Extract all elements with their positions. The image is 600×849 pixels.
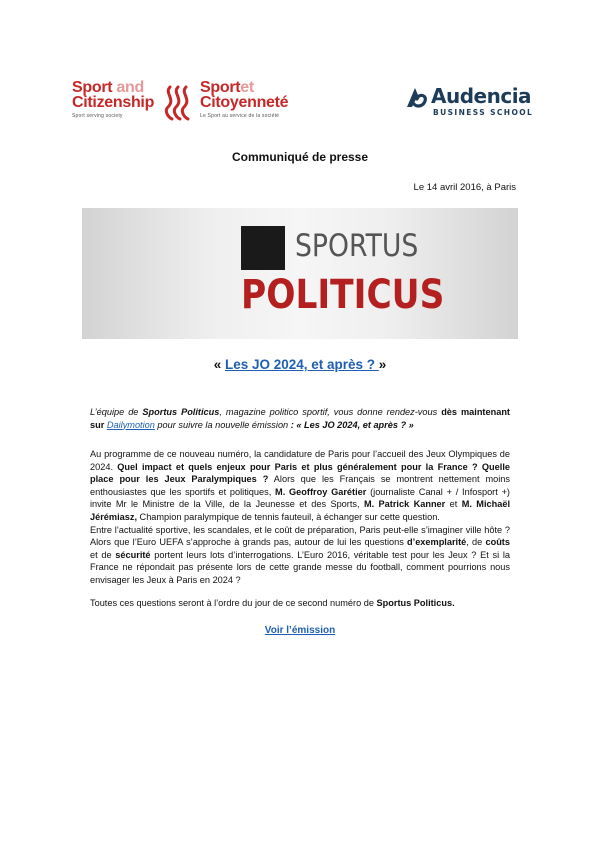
sport-citizenship-logo — [72, 80, 290, 128]
episode-quote-open: « — [213, 357, 225, 372]
episode-quote-close: » — [378, 357, 387, 372]
banner-politicus: POLITICUS — [241, 272, 445, 318]
closing-line: Toutes ces questions seront à l’ordre du jour de ce second numéro de Sportus Politicus. — [90, 598, 455, 608]
audencia-logo-icon — [405, 85, 427, 111]
body-paragraph: Au programme de ce nouveau numéro, la candidature de Paris pour l’accueil des Jeux Olympiques de 2024. Quel impact et quels enjeux pour Paris et plus généralement pour la France ? Quelle place pour les Jeux Paralympiques ? Alors que les Français se montrent nettement moins enthousiastes que les sportifs et politiques, M. Geoffroy Garétier (journaliste Canal + / Infosport +) invite Mr le Ministre de la Ville, de la Jeunesse et des Sports, M. Patrick Kanner et M. Michaël Jérémiasz, Champion paralympique de tennis fauteuil, à échanger sur cette question. Entre l’actualité sportive, les scandales, et le coût de préparation, Paris peut-elle s’imaginer ville hôte ? Alors que l’Euro UEFA s’approche à grands pas, autour de lui les questions d’exemplarité, de coûts et de sécurité portent leurs lots d’interrogations. L’Euro 2016, véritable test pour les Jeux ? Et si la France ne répondait pas présente lors de cette grande messe du football, comment pourrions nous envisager les Jeux à Paris en 2024 ? — [90, 449, 510, 585]
banner-sportus: SPORTUS — [295, 228, 419, 264]
sc-en-tagline: Sport serving society — [72, 113, 123, 119]
sport-citoyennete-fr-logo — [200, 80, 290, 119]
audencia-name: Audencia — [431, 84, 532, 108]
sport-citizenship-en-logo — [72, 80, 156, 119]
episode-title-link[interactable]: Les JO 2024, et après ? — [224, 357, 379, 372]
sportus-politicus-square-icon — [241, 226, 285, 270]
sc-fr-citoyennete: Citoyenneté — [200, 94, 289, 111]
sc-fr-et: et — [240, 79, 254, 96]
sc-en-citizenship: Citizenship — [72, 94, 155, 111]
audencia-logo — [405, 85, 535, 125]
press-release-title: Communiqué de presse — [231, 150, 369, 164]
date-line: Le 14 avril 2016, à Paris — [413, 182, 516, 193]
sport-citizenship-logo-icon — [162, 83, 194, 123]
sc-en-sport: Sport — [72, 79, 113, 96]
episode-title — [0, 357, 600, 372]
intro-paragraph: L’équipe de Sportus Politicus, magazine politico sportif, vous donne rendez-vous dès maintenant sur Dailymotion pour suivre la nouvelle émission : « Les JO 2024, et après ? » — [90, 407, 510, 430]
watch-episode-link[interactable]: Voir l’émission — [264, 625, 336, 636]
sc-en-and: and — [112, 79, 144, 96]
sportus-politicus-banner — [82, 208, 518, 339]
sc-fr-sport: Sport — [200, 79, 241, 96]
audencia-subtitle: BUSINESS SCHOOL — [433, 108, 534, 117]
sc-fr-tagline: Le Sport au service de la société — [200, 113, 280, 119]
dailymotion-link[interactable]: Dailymotion — [106, 419, 155, 430]
